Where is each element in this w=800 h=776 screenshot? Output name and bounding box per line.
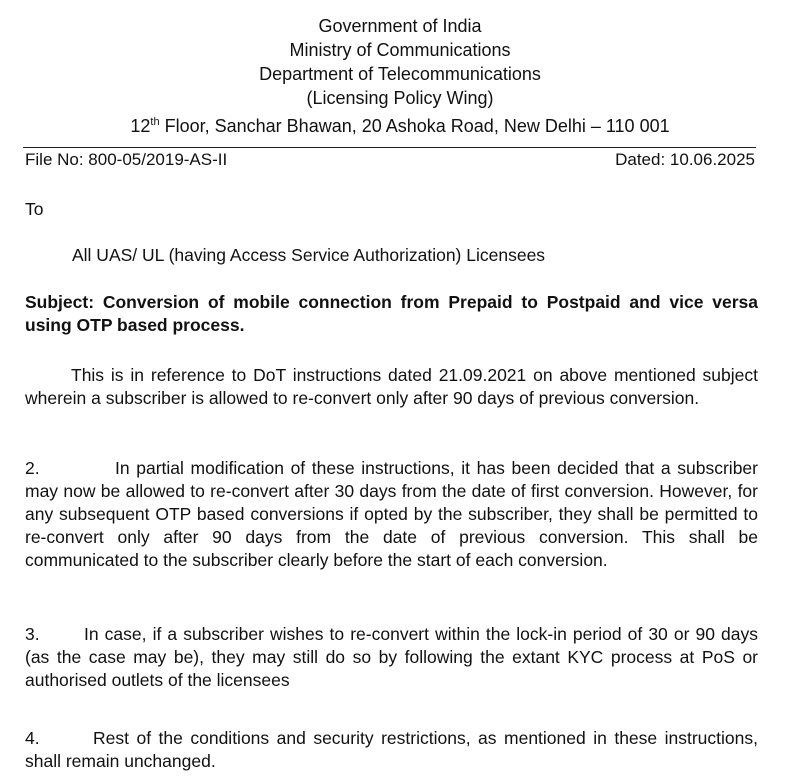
header-divider [23,147,756,148]
subject: Subject: Conversion of mobile connection from Prepaid to Postpaid and vice versa using OTP based process. [25,292,758,335]
header-ministry: Ministry of Communications [289,40,511,60]
recipient: All UAS/ UL (having Access Service Authorization) Licensees [72,245,546,265]
header-address: 12th Floor, Sanchar Bhawan, 20 Ashoka Road, New Delhi – 110 001 [130,116,670,136]
file-number: File No: 800-05/2019-AS-II [25,150,228,169]
header-government: Government of India [318,16,482,36]
paragraph-3: In case, if a subscriber wishes to re-convert within the lock-in period of 30 or 90 days (as the case may be), they may still do so by following the extant KYC process at PoS or authorised outlets of the licensees [25,624,758,690]
paragraph-3-number: 3. [25,624,40,644]
date: Dated: 10.06.2025 [615,150,755,169]
header-wing: (Licensing Policy Wing) [306,88,494,108]
paragraph-2: In partial modification of these instructions, it has been decided that a subscriber may now be allowed to re-convert after 30 days from the date of first conversion. However, for any subsequent OTP based conversions if opted by the subscriber, they shall be permitted to re-convert only after 90 days from the date of previous conversion. This shall be communicated to the subscriber clearly before the start of each conversion. [25,458,758,570]
paragraph-2-number: 2. [25,458,40,478]
paragraph-1: This is in reference to DoT instructions dated 21.09.2021 on above mentioned subject wherein a subscriber is allowed to re-convert only after 90 days of previous conversion. [25,365,758,408]
to-label: To [25,199,44,219]
paragraph-4-number: 4. [25,728,40,748]
header-department: Department of Telecommunications [259,64,541,84]
paragraph-4: Rest of the conditions and security restrictions, as mentioned in these instructions, shall remain unchanged. [25,728,758,771]
